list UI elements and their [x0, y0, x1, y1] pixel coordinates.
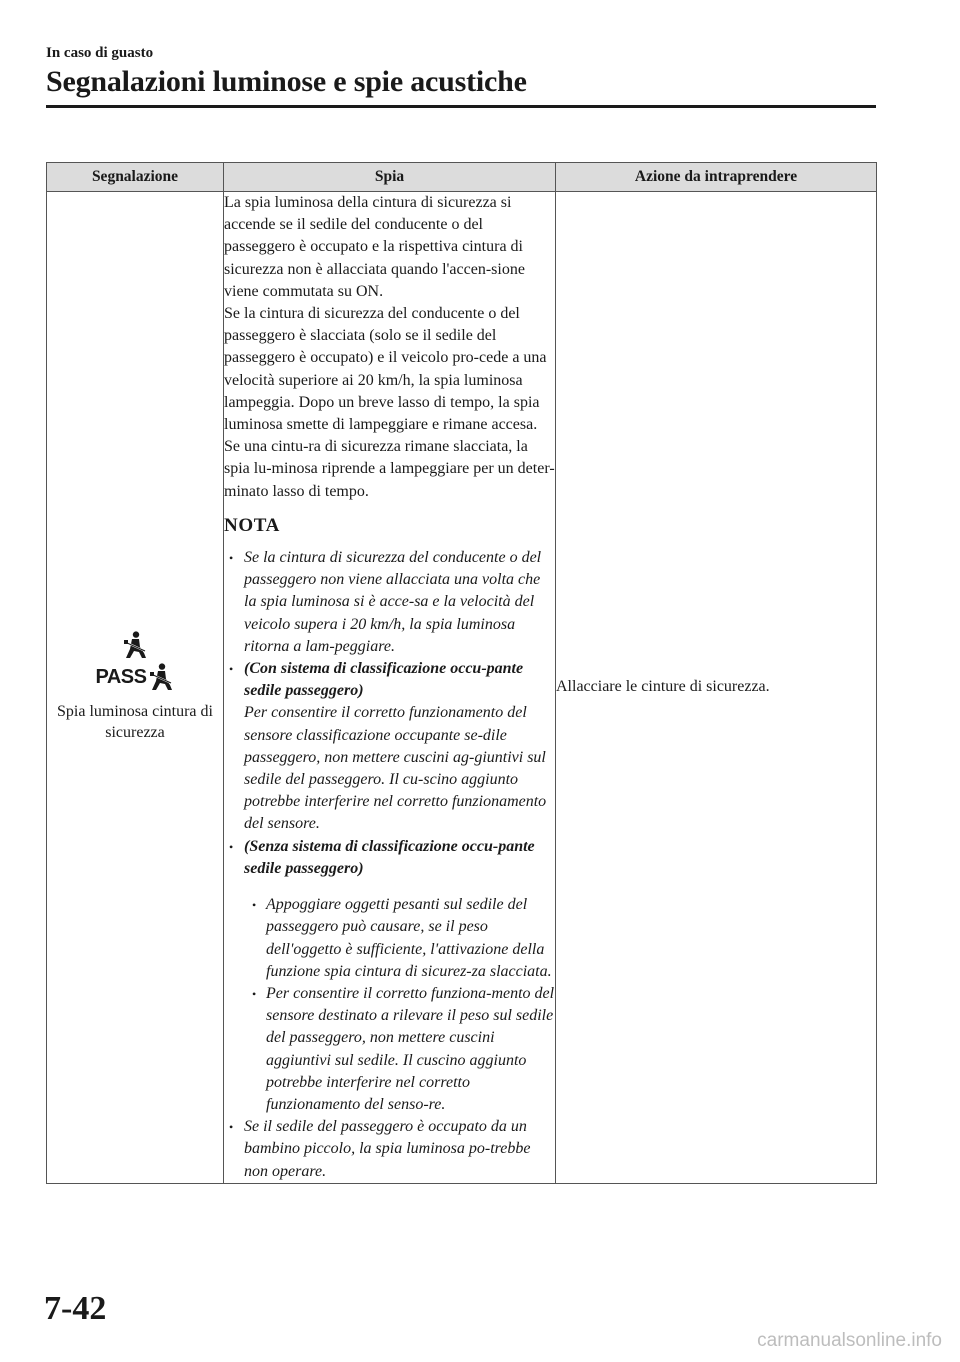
nota-item-text: Se la cintura di sicurezza del conducente o del passeggero non viene allacciata una volta che la spia luminosa si è acce-sa e la velocità del veicolo supera i 20 km/h, la spia luminosa ritorna a lam-peggiare. [244, 549, 542, 655]
seatbelt-warning-icon [122, 631, 148, 659]
nota-sub-list [244, 894, 555, 1116]
table-row [47, 192, 877, 1184]
azione-cell: Allacciare le cinture di sicurezza. [556, 192, 877, 1184]
spia-paragraph-2: Se la cintura di sicurezza del conducente o del passeggero è slacciata (solo se il sedile del passeggero è occupato) e il veicolo pro-cede a una velocità superiore ai 20 km/h, la spia luminosa lampeggia. Dopo un breve lasso di tempo, la spia luminosa smette di lampeggiare e rimane accesa. Se una cintu-ra di sicurezza rimane slacciata, la spia lu-minosa riprende a lampeggiare per un deter-minato lasso di tempo. [224, 305, 555, 500]
signal-icons [47, 631, 223, 691]
spia-cell [224, 192, 556, 1184]
nota-title: NOTA [224, 514, 280, 536]
column-header-spia: Spia [224, 163, 556, 192]
section-label: In caso di guasto [46, 45, 154, 61]
spia-paragraph-1: La spia luminosa della cintura di sicurezza si accende se il sedile del conducente o del passeggero è occupato e la rispettiva cintura di sicurezza non è allacciata quando l'accen-sione viene commutata su ON. [224, 194, 525, 300]
nota-item-text: Se il sedile del passeggero è occupato da un bambino piccolo, la spia luminosa po-trebbe non operare. [244, 1118, 531, 1180]
signal-cell [47, 192, 224, 1184]
nota-list [224, 547, 555, 1183]
column-header-azione: Azione da intraprendere [556, 163, 877, 192]
page-title: Segnalazioni luminose e spie acustiche [46, 65, 527, 98]
nota-item [224, 658, 555, 836]
pass-indicator [96, 663, 175, 691]
nota-item [224, 836, 555, 1116]
nota-item-heading: (Senza sistema di classificazione occu-pante sedile passeggero) [244, 837, 535, 877]
signal-caption: Spia luminosa cintura di sicurezza [57, 703, 213, 742]
nota-item-text: Per consentire il corretto funzionamento del sensore classificazione occupante se-dile passeggero, non mettere cuscini ag-giuntivi sul sedile del passeggero. Il cu-scino aggiunto potrebbe interferire nel corretto funzionamento del sensore. [244, 704, 547, 833]
nota-item [224, 1116, 555, 1183]
warning-table [46, 162, 877, 1184]
nota-item [224, 547, 555, 658]
title-rule [46, 105, 876, 108]
nota-sub-item: • Per consentire il corretto funziona-mento del sensore destinato a rilevare il peso sul sedile del passeggero, non mettere cuscini aggiuntivi sul sedile. Il cuscino aggiunto potrebbe interferire nel corretto funzionamento del senso-re. [244, 983, 555, 1116]
page-number: 7-42 [44, 1290, 107, 1327]
watermark: carmanualsonline.info [757, 1330, 942, 1351]
table-header-row [47, 163, 877, 192]
page-header [46, 44, 876, 108]
nota-item-heading: (Con sistema di classificazione occu-pante sedile passeggero) [244, 660, 524, 700]
pass-label: PASS [95, 666, 147, 689]
nota-sub-item: • Appoggiare oggetti pesanti sul sedile del passeggero può causare, se il peso dell'oggetto è sufficiente, l'attivazione della funzione spia cintura di sicurez-za slacciata. [244, 894, 555, 983]
column-header-segnalazione: Segnalazione [47, 163, 224, 192]
pass-seatbelt-warning-icon [148, 663, 174, 691]
